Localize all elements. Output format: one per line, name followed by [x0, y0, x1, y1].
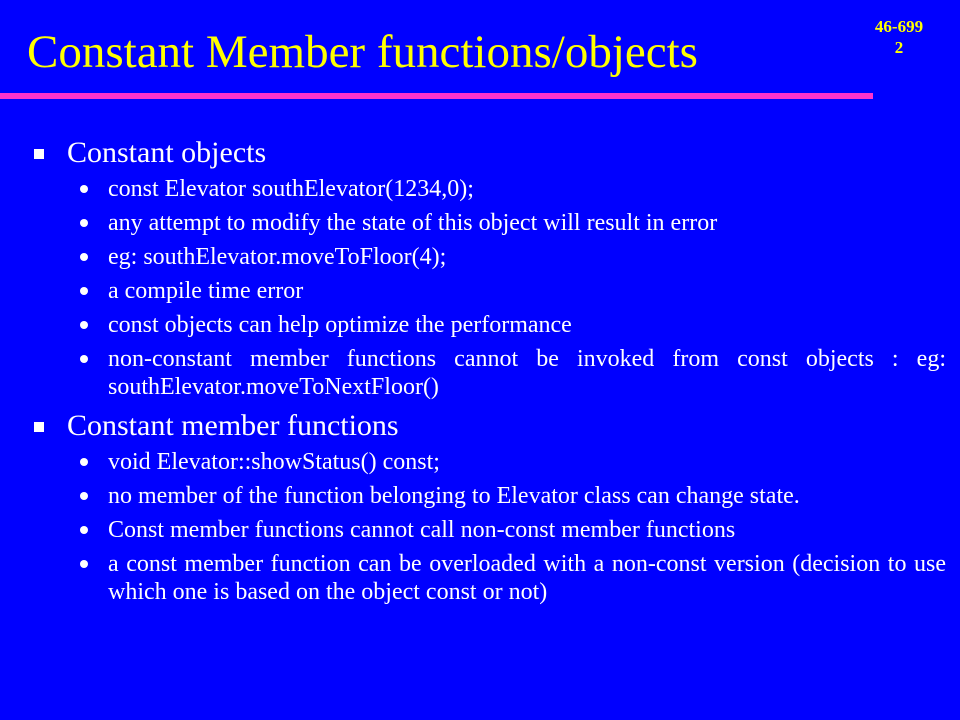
list-item — [0, 482, 960, 510]
round-bullet-icon — [80, 185, 88, 193]
list-item — [0, 448, 960, 476]
list-item-text: non-constant member functions cannot be invoked from const objects : eg: southElevator.moveToNextFloor() — [108, 346, 946, 400]
list-item — [0, 175, 960, 203]
list-item-text: void Elevator::showStatus() const; — [108, 449, 440, 475]
list-item-text: no member of the function belonging to Elevator class can change state. — [108, 483, 800, 509]
section-heading-text: Constant member functions — [67, 409, 399, 442]
slide-number-block — [854, 16, 944, 58]
round-bullet-icon — [80, 287, 88, 295]
course-code: 46-699 — [874, 17, 924, 36]
round-bullet-icon — [80, 560, 88, 568]
list-item — [0, 516, 960, 544]
list-item — [0, 277, 960, 305]
round-bullet-icon — [80, 219, 88, 227]
list-item-text: const Elevator southElevator(1234,0); — [108, 176, 474, 202]
list-item-text: eg: southElevator.moveToFloor(4); — [108, 244, 447, 270]
round-bullet-icon — [80, 458, 88, 466]
list-item-text: any attempt to modify the state of this object will result in error — [108, 210, 718, 236]
section-heading-constant-objects — [0, 134, 960, 172]
list-item — [0, 243, 960, 271]
square-bullet-icon — [34, 422, 44, 432]
list-item — [0, 345, 960, 401]
round-bullet-icon — [80, 492, 88, 500]
list-item — [0, 209, 960, 237]
list-item-text: a compile time error — [108, 278, 304, 304]
section-heading-text: Constant objects — [67, 136, 267, 169]
title-divider — [0, 93, 873, 99]
list-item-text: Const member functions cannot call non-const member functions — [108, 517, 736, 543]
square-bullet-icon — [34, 149, 44, 159]
section-heading-constant-member-functions — [0, 407, 960, 445]
list-item — [0, 550, 960, 606]
slide-body — [0, 134, 960, 606]
round-bullet-icon — [80, 355, 88, 363]
round-bullet-icon — [80, 526, 88, 534]
list-item-text: const objects can help optimize the performance — [108, 312, 572, 338]
slide-title: Constant Member functions/objects — [27, 26, 698, 78]
list-item — [0, 311, 960, 339]
round-bullet-icon — [80, 321, 88, 329]
page-number: 2 — [894, 38, 904, 57]
round-bullet-icon — [80, 253, 88, 261]
list-item-text: a const member function can be overloaded with a non-const version (decision to use which one is based on the object const or not) — [108, 551, 946, 605]
